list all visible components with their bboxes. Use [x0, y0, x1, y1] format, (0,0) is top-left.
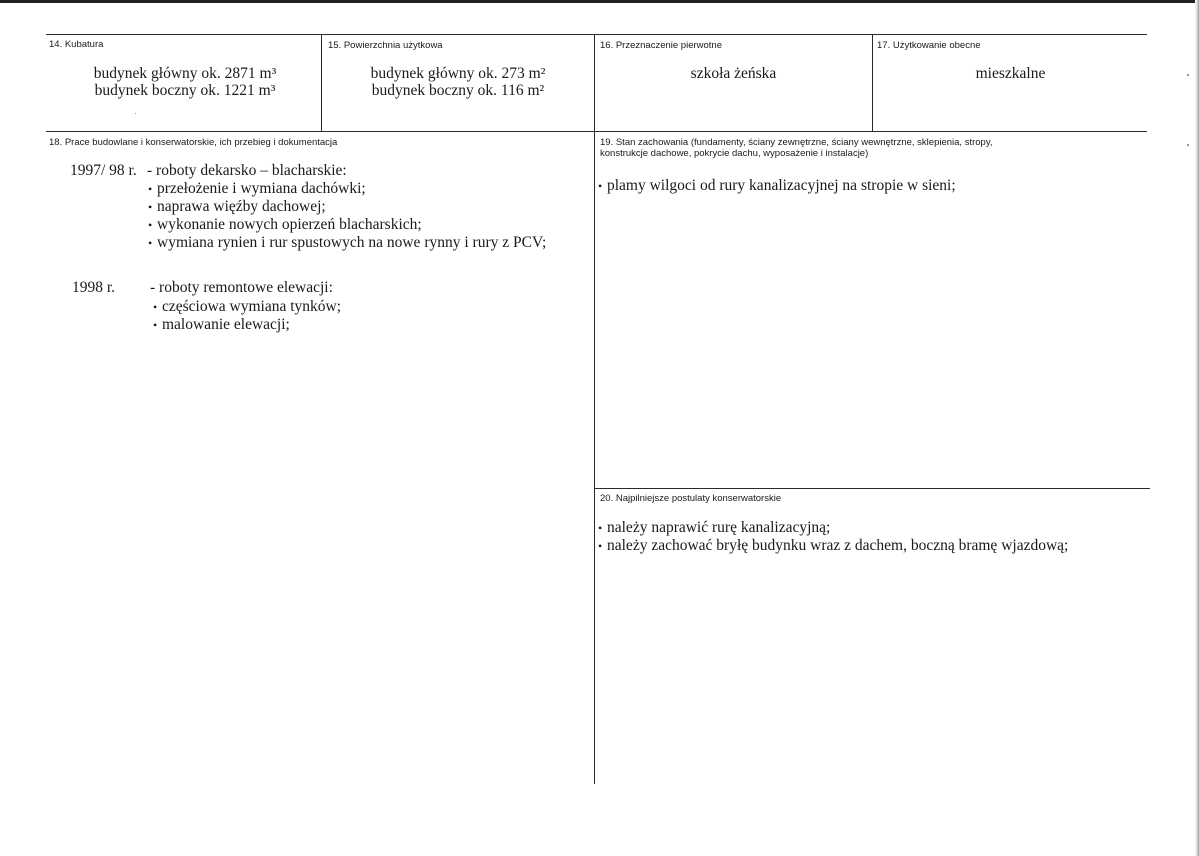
field-15-value-side: budynek boczny ok. 116 m² — [371, 82, 545, 99]
list-item: • naprawa więźby dachowej; — [148, 198, 546, 216]
column-divider-16-17 — [872, 34, 873, 131]
field-16-label: 16. Przeznaczenie pierwotne — [600, 40, 722, 51]
field-14-value-main: budynek główny ok. 2871 m³ — [93, 65, 277, 82]
field-18-label: 18. Prace budowlane i konserwatorskie, ich przebieg i dokumentacja — [49, 137, 338, 148]
recommendation-items — [598, 519, 1068, 555]
list-item: • należy naprawić rurę kanalizacyjną; — [598, 519, 1068, 537]
condition-items — [598, 177, 956, 195]
row-divider — [46, 131, 1147, 132]
scan-edge-right — [1195, 0, 1199, 856]
scan-speck — [1187, 74, 1189, 76]
list-item: • malowanie elewacji; — [153, 316, 341, 334]
column-divider-14-15 — [321, 34, 322, 131]
work-entry-title: - roboty remontowe elewacji: — [150, 279, 333, 296]
section-divider-19-20 — [594, 488, 1150, 489]
list-item: • częściowa wymiana tynków; — [153, 298, 341, 316]
work-entry-year: 1998 r. — [72, 279, 116, 296]
field-15-label: 15. Powierzchnia użytkowa — [328, 40, 443, 51]
list-item: • plamy wilgoci od rury kanalizacyjnej na stropie w sieni; — [598, 177, 956, 195]
field-19-label-continued: konstrukcje dachowe, pokrycie dachu, wyposażenie i instalacje) — [600, 148, 869, 159]
scan-edge-top — [0, 0, 1199, 3]
field-14-value-side: budynek boczny ok. 1221 m³ — [94, 82, 276, 99]
top-rule — [46, 34, 1147, 35]
list-item: • wymiana rynien i rur spustowych na nowe rynny i rury z PCV; — [148, 234, 546, 252]
work-entry-year: 1997/ 98 r. — [70, 162, 137, 179]
work-entry-title: - roboty dekarsko – blacharskie: — [147, 162, 347, 179]
field-15-value-main: budynek główny ok. 273 m² — [370, 65, 546, 82]
work-entry-items — [148, 180, 546, 252]
list-item: • należy zachować bryłę budynku wraz z dachem, boczną bramę wjazdową; — [598, 537, 1068, 555]
field-14-label: 14. Kubatura — [49, 39, 104, 50]
scan-speck — [1187, 144, 1189, 146]
field-17-label: 17. Użytkowanie obecne — [877, 40, 981, 51]
field-20-label: 20. Najpilniejsze postulaty konserwatorskie — [600, 493, 782, 504]
list-item: • wykonanie nowych opierzeń blacharskich; — [148, 216, 546, 234]
work-entry-items — [153, 298, 341, 334]
field-19-label: 19. Stan zachowania (fundamenty, ściany zewnętrzne, ściany wewnętrzne, sklepienia, stropy, — [600, 137, 993, 148]
scan-speck — [135, 113, 136, 114]
field-17-value: mieszkalne — [975, 65, 1046, 82]
list-item: • przełożenie i wymiana dachówki; — [148, 180, 546, 198]
field-16-value: szkoła żeńska — [690, 65, 777, 82]
column-divider-main — [594, 34, 595, 784]
